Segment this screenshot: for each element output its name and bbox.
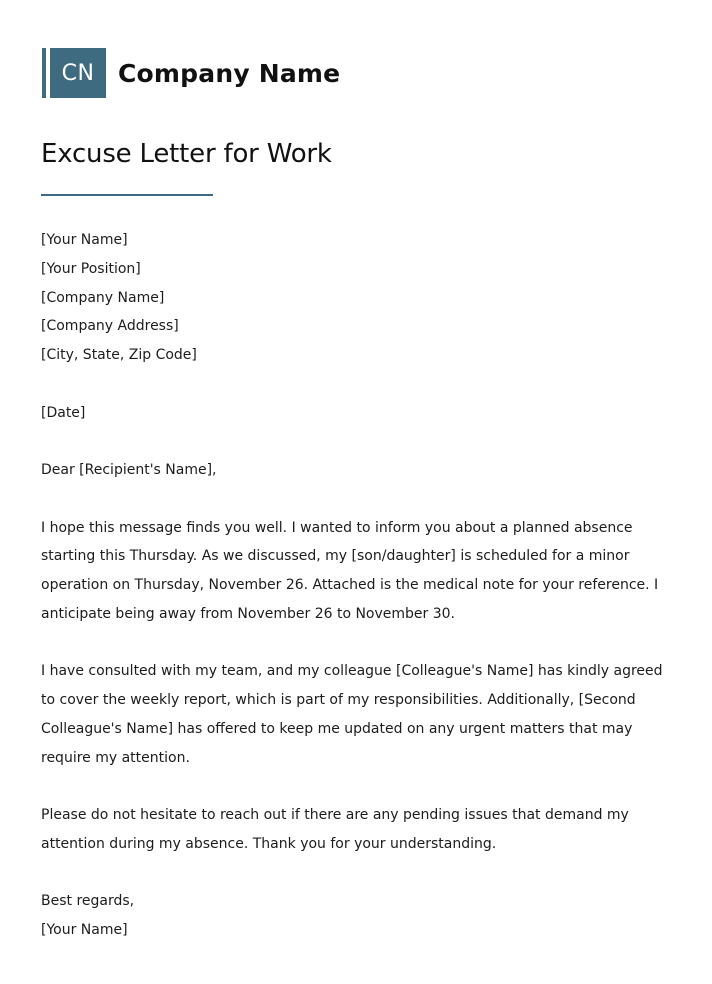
paragraph-line: require my attention. bbox=[41, 749, 190, 766]
sender-name: [Your Name] bbox=[41, 232, 128, 248]
sender-company: [Company Name] bbox=[41, 289, 165, 306]
logo-initials: CN bbox=[61, 60, 95, 86]
sender-position: [Your Position] bbox=[41, 260, 141, 277]
salutation: Dear [Recipient's Name], bbox=[41, 462, 217, 478]
sender-address: [Company Address] bbox=[41, 318, 179, 335]
letter-date: [Date] bbox=[41, 404, 86, 421]
paragraph-line: I hope this message finds you well. I wanted to inform you about a planned absence bbox=[41, 519, 633, 536]
paragraph-1 bbox=[41, 514, 671, 629]
paragraph-line: Colleague's Name] has offered to keep me updated on any urgent matters that may bbox=[41, 720, 633, 737]
logo-initials-box bbox=[50, 48, 106, 98]
closing: Best regards, bbox=[41, 893, 135, 910]
company-name: Company Name bbox=[118, 58, 341, 88]
letter-body bbox=[41, 226, 671, 945]
paragraph-2 bbox=[41, 657, 671, 772]
signature: [Your Name] bbox=[41, 922, 128, 938]
paragraph-line: attention during my absence. Thank you for your understanding. bbox=[41, 835, 497, 852]
paragraph-line: Please do not hesitate to reach out if there are any pending issues that demand my bbox=[41, 807, 629, 823]
paragraph-line: anticipate being away from November 26 to November 30. bbox=[41, 605, 456, 622]
page-title: Excuse Letter for Work bbox=[41, 139, 332, 169]
logo-accent-bar bbox=[42, 48, 46, 98]
title-underline bbox=[41, 194, 213, 196]
paragraph-line: I have consulted with my team, and my colleague [Colleague's Name] has kindly agreed bbox=[41, 663, 663, 680]
paragraph-3 bbox=[41, 801, 671, 859]
company-logo bbox=[42, 48, 340, 98]
paragraph-line: to cover the weekly report, which is part of my responsibilities. Additionally, [Second bbox=[41, 692, 636, 708]
paragraph-line: operation on Thursday, November 26. Attached is the medical note for your reference. I bbox=[41, 577, 659, 593]
sender-city-state-zip: [City, State, Zip Code] bbox=[41, 347, 197, 363]
paragraph-line: starting this Thursday. As we discussed, my [son/daughter] is scheduled for a minor bbox=[41, 548, 630, 565]
